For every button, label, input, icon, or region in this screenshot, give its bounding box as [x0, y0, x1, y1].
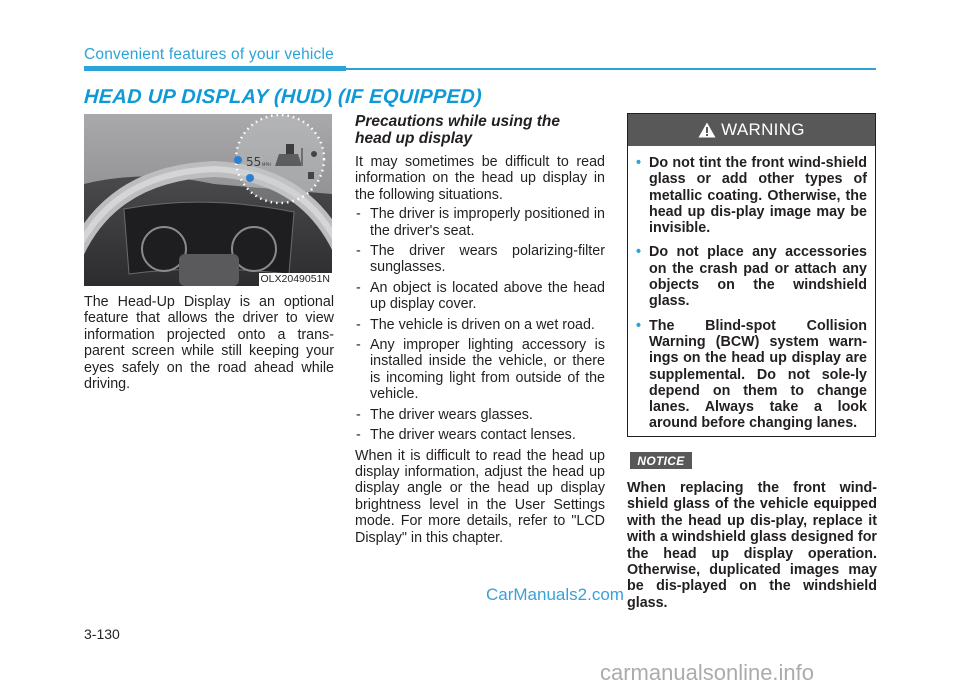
precaution-item-text: The driver wears glasses.	[370, 406, 533, 423]
svg-text:MPH: MPH	[262, 162, 271, 167]
notice-text: When replacing the front wind-shield glass of the vehicle equipped with the head up dis-play, replace it with a windshield glass designed for the head up display operation. Otherwise, duplicated images may be dis-played on the windshield glass.	[627, 480, 877, 611]
bullet-icon: •	[636, 244, 642, 261]
warning-list	[628, 146, 875, 432]
intro-paragraph: The Head-Up Display is an optional feature that allows the driver to view information projected onto a trans-parent screen while still keeping your eyes safely on the road ahead while driving.	[84, 294, 334, 393]
precaution-item-text: The driver wears polarizing-filter sunglasses.	[370, 243, 605, 276]
hud-dashboard-illustration	[84, 114, 332, 286]
precautions-section	[355, 113, 605, 546]
warning-box	[627, 113, 876, 437]
precaution-item: - The driver wears contact lenses.	[356, 427, 576, 444]
warning-item	[636, 318, 867, 432]
warning-item-text: Do not tint the front wind-shield glass or add other types of metallic coating. Otherwise, the head up dis-play image may be invisible.	[649, 155, 867, 237]
precautions-intro: It may sometimes be difficult to read information on the head up display in the following situations.	[355, 154, 605, 203]
footer-watermark: carmanualsonline.info	[600, 660, 815, 685]
warning-header	[628, 114, 875, 146]
precaution-item: - Any improper lighting accessory is installed inside the vehicle, or there is incoming light from outside of the vehicle.	[356, 337, 605, 403]
precautions-outro: When it is difficult to read the head up display information, adjust the head up display angle or the head up display brightness level in the User Settings mode. For more details, refer to "LCD Display" in this chapter.	[355, 447, 605, 546]
precautions-list	[355, 206, 605, 443]
section-header: Convenient features of your vehicle	[84, 46, 334, 63]
warning-label: WARNING	[721, 120, 805, 139]
page-title: HEAD UP DISPLAY (HUD) (IF EQUIPPED)	[83, 86, 483, 108]
precaution-item: - The driver wears glasses.	[356, 406, 533, 423]
precaution-item: - The vehicle is driven on a wet road.	[356, 316, 595, 333]
warning-item	[636, 244, 867, 309]
image-code-label: OLX2049051N	[260, 273, 330, 285]
bullet-icon: •	[636, 317, 642, 334]
section-header-bar	[84, 66, 346, 71]
precaution-item-text: Any improper lighting accessory is installed inside the vehicle, or there is incoming light from outside of the vehicle.	[370, 337, 605, 403]
warning-triangle-icon	[698, 122, 716, 138]
precaution-item: - The driver is improperly positioned in the driver's seat.	[356, 206, 605, 239]
page-number: 3-130	[84, 626, 120, 642]
warning-item-text: The Blind-spot Collision Warning (BCW) system warn-ings on the head up display are supplemental. Do not sole-ly depend on them to change lanes. Always take a look around before changing lanes.	[649, 317, 867, 432]
hud-speed-text: 55	[246, 155, 262, 169]
bullet-icon: •	[636, 155, 642, 171]
watermark-link[interactable]: CarManuals2.com	[486, 585, 624, 604]
section-header-line	[346, 68, 876, 70]
warning-item-text: Do not place any accessories on the crash pad or attach any objects on the windshield glass.	[649, 244, 867, 310]
warning-item	[636, 155, 867, 236]
precautions-heading	[355, 113, 605, 147]
precaution-item-text: The driver is improperly positioned in the driver's seat.	[370, 206, 605, 239]
precaution-item: - The driver wears polarizing-filter sunglasses.	[356, 243, 605, 276]
precaution-item-text: An object is located above the head up display cover.	[370, 279, 605, 313]
precautions-heading-line1: Precautions while using the	[355, 113, 560, 130]
precaution-item-text: The driver wears contact lenses.	[370, 427, 576, 444]
notice-badge: NOTICE	[630, 452, 692, 469]
precaution-item-text: The vehicle is driven on a wet road.	[370, 316, 595, 333]
precaution-item: - An object is located above the head up display cover.	[356, 279, 605, 313]
hud-dashboard-image	[84, 114, 332, 286]
precautions-heading-line2: head up display	[355, 130, 473, 147]
